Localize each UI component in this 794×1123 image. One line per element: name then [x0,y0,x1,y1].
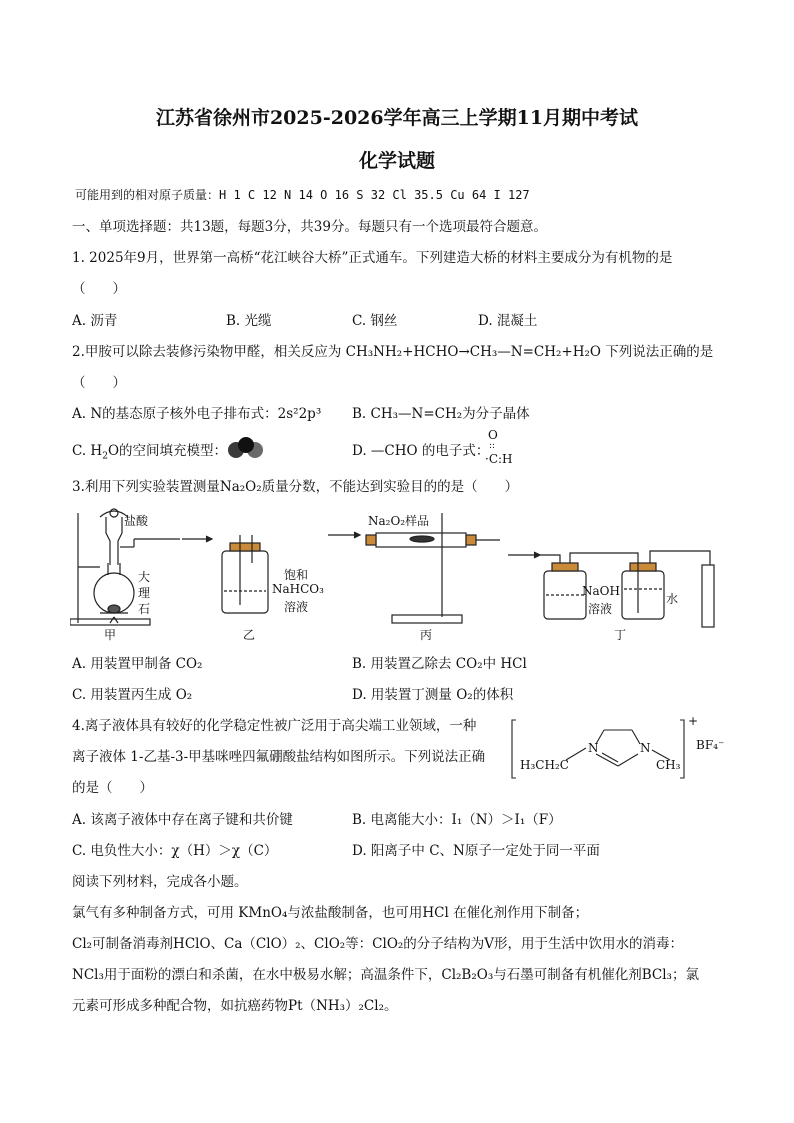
label-sat-1: 饱和 [284,568,309,582]
q2-paren: （ ） [72,375,126,391]
page-title: 江苏省徐州市2025-2026学年高三上学期11月期中考试 [155,107,639,129]
label-sat-3: 溶液 [284,600,309,614]
label-jia: 甲 [104,628,117,642]
q2-option-c: C. $H_2O$的空间填充模型： [72,443,228,462]
struct-left-group: H₃CH₂C [520,758,569,772]
reading-p1: 氯气有多种制备方式，可用 KMnO₄与浓盐酸制备，也可用HCl 在催化剂作用下制备； [72,905,589,921]
q4-stem-line1: 4.离子液体具有较好的化学稳定性被广泛用于高尖端工业领域，一种 [72,718,477,734]
label-water: 水 [666,592,679,606]
page-subtitle: 化学试题 [358,150,435,172]
label-marble-2: 理 [138,586,151,600]
label-yi: 乙 [243,628,256,642]
q4-option-b: B. 电离能大小：I₁（N）＞I₁（F） [352,812,562,828]
reading-p3: NCl₃用于面粉的漂白和杀菌，在水中极易水解；高温条件下，Cl₂B₂O₃与石墨可制备有机催化剂BCl₃；氯 [72,967,699,983]
struct-n2: N [640,741,651,755]
atomic-masses: 可能用到的相对原子质量：H 1 C 12 N 14 O 16 S 32 Cl 35.5 Cu 64 I 127 [75,188,530,202]
water-space-filling-model [226,436,266,462]
q1-stem: 1. 2025年9月，世界第一高桥“花江峡谷大桥”正式通车。下列建造大桥的材料主要成分为有机物的是 [72,250,673,266]
q3-stem: 3.利用下列实验装置测量Na₂O₂质量分数，不能达到实验目的的是（ ） [72,479,519,495]
q1-option-b: B. 光缆 [226,313,272,329]
section-heading: 一、单项选择题：共13题，每题3分，共39分。每题只有一个选项最符合题意。 [72,219,547,235]
reading-p4: 元素可形成多种配合物，如抗癌药物Pt（NH₃）₂Cl₂。 [72,998,398,1014]
label-marble-1: 大 [138,570,151,584]
reading-intro: 阅读下列材料，完成各小题。 [72,874,248,890]
q4-stem-line2: 离子液体 1-乙基-3-甲基咪唑四氟硼酸盐结构如图所示。下列说法正确 [72,749,486,765]
q3-option-a: A. 用装置甲制备 CO₂ [72,656,203,672]
q3-option-d: D. 用装置丁测量 O₂的体积 [352,687,514,703]
reading-p2: Cl₂可制备消毒剂HClO、Ca（ClO）₂、ClO₂等：ClO₂的分子结构为V形，用于生活中饮用水的消毒： [72,936,684,952]
struct-right-group: CH₃ [656,758,681,772]
label-naoh-2: 溶液 [588,602,613,616]
q2-option-b: B. CH₃—N=CH₂为分子晶体 [352,406,530,422]
q1-paren: （ ） [72,281,126,297]
label-bing: 丙 [420,628,433,642]
q4-option-d: D. 阳离子中 C、N原子一定处于同一平面 [352,843,600,859]
cho-colon: :: [489,441,496,451]
label-sat-2: NaHCO₃ [272,582,324,596]
q4-stem-line3: 的是（ ） [72,780,153,796]
struct-bf4: BF₄⁻ [696,738,725,752]
label-ding: 丁 [614,628,627,642]
label-hcl: 盐酸 [124,514,149,528]
label-naoh-1: NaOH [582,584,620,598]
q2-option-a: A. N的基态原子核外电子排布式：2s²2p³ [72,406,322,422]
q2-option-d: D. —CHO 的电子式： [352,443,490,459]
q3-option-c: C. 用装置丙生成 O₂ [72,687,193,703]
q1-option-a: A. 沥青 [72,313,118,329]
q4-option-a: A. 该离子液体中存在离子键和共价键 [72,812,293,828]
label-sample: Na₂O₂样品 [368,514,430,528]
struct-n1: N [588,741,599,755]
q4-option-c: C. 电负性大小：χ（H）＞χ（C） [72,843,278,859]
q1-option-d: D. 混凝土 [478,313,538,329]
cho-ch: ·C:H [485,452,513,466]
cho-o: O [488,428,498,442]
q2-reaction: CH₃NH₂+HCHO→CH₃—N=CH₂+H₂O [345,344,601,360]
q3-option-b: B. 用装置乙除去 CO₂中 HCl [352,656,527,672]
q1-option-c: C. 钢丝 [352,313,398,329]
q2-stem: 2.甲胺可以除去装修污染物甲醛，相关反应为 CH₃NH₂+HCHO→CH₃—N=CH₂+H₂O 下列说法正确的是 [72,344,714,360]
struct-plus: + [688,714,699,728]
label-marble-3: 石 [138,602,151,616]
